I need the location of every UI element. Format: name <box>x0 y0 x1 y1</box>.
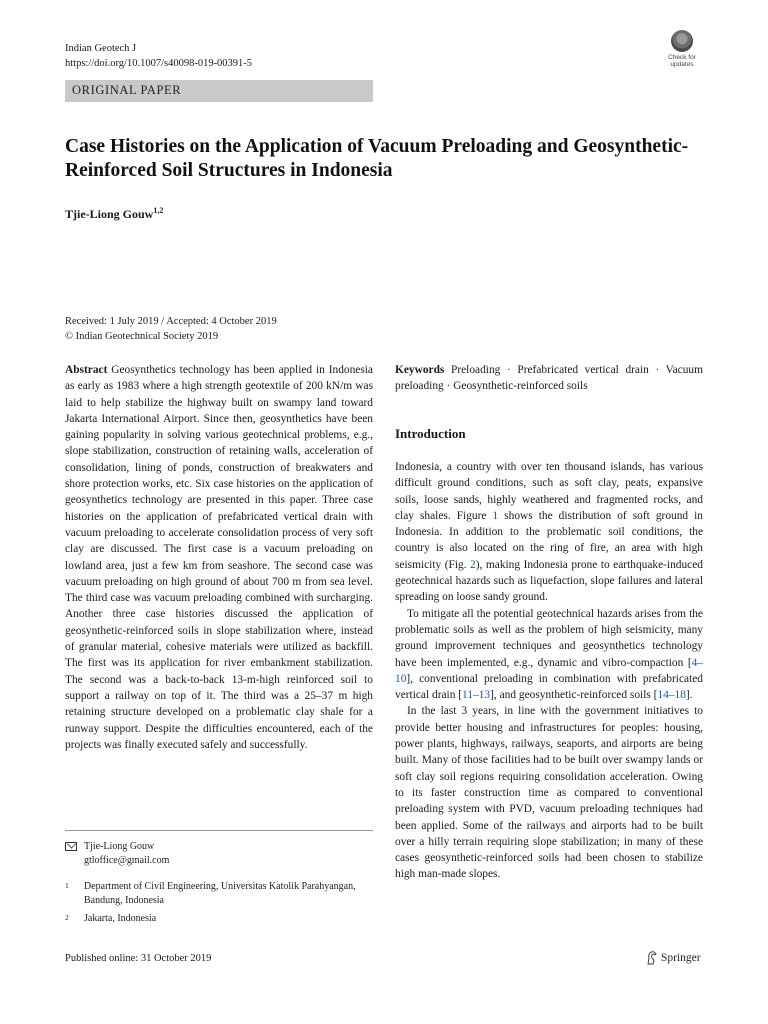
intro-paragraph-2: To mitigate all the potential geotechnical hazards arises from the problematic soils as well as the problem of high seismicity, many ground improvement techniques and geosynthetics technology have been implemented, e.g., dynamic and vibro-compaction [4–10], conventional preloading in combination with prefabricated vertical drain [11–13], and geosynthetic-reinforced soils [14–18]. <box>395 607 703 702</box>
contact-email[interactable]: gtloffice@gmail.com <box>84 855 170 866</box>
affiliation-2-mark: 2 <box>65 913 69 922</box>
intro-paragraph-3: In the last 3 years, in line with the government initiatives to provide better housing and infrastructures for peoples: housing, power plants, highways, railways, seaports, and airports are being built. Many of those facilities had to be built over swampy lands or soft clay soil regions requiring consolidation acceleration. Owing to its faster construction time as compared to conventional preloading system with PVD, vacuum preloading techniques had been applied. Some of the railways and airports had to be built over a hilly terrain requiring slope stabilization; in many of these cases geosynthetic-reinforced soils had been chosen to stabilize high man-made slopes. <box>395 705 703 881</box>
affiliation-1-mark: 1 <box>65 881 69 890</box>
badge-label: Check for updates <box>668 54 696 68</box>
publisher-logo <box>646 951 701 965</box>
check-for-updates-badge[interactable] <box>662 30 702 70</box>
figure-2-link[interactable]: 2 <box>470 558 476 571</box>
copyright-line: © Indian Geotechnical Society 2019 <box>65 331 219 342</box>
intro-paragraph-1: Indonesia, a country with over ten thousand islands, has various difficult ground conditions, such as soft clay, peats, expansive soils, loose sands, highly weathered and fragmented rocks, and clay shales. Figure 1 shows the distribution of soft ground in Indonesia. In addition to the problematic soil conditions, the country is also located on the ring of fire, an area with high seismicity (Fig. 2), making Indonesia prone to earthquake-induced geotechnical hazards such as liquefaction, slope failures and lateral spreading on loose sandy ground. <box>395 461 703 604</box>
contact-name: Tjie-Liong Gouw <box>84 841 155 852</box>
published-online-date: Published online: 31 October 2019 <box>65 953 212 964</box>
journal-name: Indian Geotech J <box>65 43 137 54</box>
article-title: Case Histories on the Application of Vacuum Preloading and Geosynthetic-Reinforced Soil Structures in Indonesia <box>65 136 689 181</box>
publisher-name: Springer <box>661 952 701 964</box>
affiliation-1: Department of Civil Engineering, Universitas Katolik Parahyangan, Bandung, Indonesia <box>84 881 356 906</box>
reference-link-4-10[interactable]: 4–10 <box>395 656 703 685</box>
keywords-heading: Keywords <box>395 364 445 376</box>
footnote-divider <box>65 830 373 831</box>
reference-link-11-13[interactable]: 11–13 <box>462 689 491 702</box>
keywords-text: Preloading · Prefabricated vertical drain · Vacuum preloading · Geosynthetic-reinforced soils <box>395 364 703 393</box>
abstract-text: Geosynthetics technology has been applied in Indonesia as early as 1983 where a high strength geotextile of 200 kN/m was laid to help stabilize the highway built on swampy land toward Jakarta International Airport. Since then, geosynthetics have been gaining popularity in solving various geotechnical problems, e.g., slope stabilization, construction of retaining walls, acceleration of consolidation, lining of ponds, construction of breakwaters and shore protection works, etc. Six case histories on the application of geosynthetics technology are presented in this paper. Three case histories on the application of prefabricated vertical drain with vacuum preloading to accelerate consolidation process of very soft clay are discussed. The first case is a vacuum preloading on lowland area, just a few km from seashore. The second case was vacuum preloading on high ground of about 700 m from sea level. The third case was vacuum preloading combined with surcharging. Another three case histories discussed the application of geosynthetic-reinforced soils in slope stabilization where, instead of granular material, cohesive materials were utilized as backfill. The first was its application for river embankment stabilization. The second was a back-to-back 13-m-high reinforced soil to support a railway on top of it. The third was a 25–37 m high retaining structure developed on a problematic clay shale for a runway support. Despite the difficulties encountered, each of the projects was finally executed safely and successfully. <box>65 364 373 751</box>
check-updates-icon <box>671 30 693 52</box>
author-name[interactable]: Tjie-Liong Gouw <box>65 207 154 221</box>
article-type-bar <box>65 80 373 102</box>
article-type: ORIGINAL PAPER <box>72 83 182 97</box>
doi-link[interactable]: https://doi.org/10.1007/s40098-019-00391-5 <box>65 58 253 69</box>
envelope-icon <box>65 842 77 851</box>
author-line <box>65 206 163 222</box>
received-accepted-dates: Received: 1 July 2019 / Accepted: 4 October 2019 <box>65 316 277 327</box>
introduction-heading: Introduction <box>395 426 466 441</box>
keywords-section <box>395 362 703 395</box>
affiliation-2: Jakarta, Indonesia <box>84 913 157 924</box>
abstract-section <box>65 362 373 753</box>
reference-link-14-18[interactable]: 14–18 <box>657 689 686 702</box>
abstract-heading: Abstract <box>65 364 108 376</box>
author-affiliation-marks: 1,2 <box>153 206 164 215</box>
figure-1-link[interactable]: 1 <box>492 509 499 522</box>
introduction-body <box>395 459 703 883</box>
article-dates <box>65 314 277 344</box>
springer-horse-icon <box>646 951 658 965</box>
